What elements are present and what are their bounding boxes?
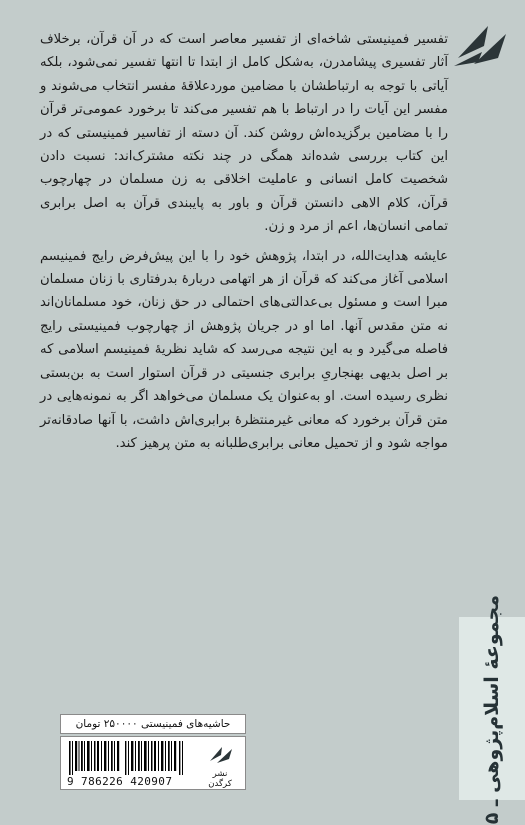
back-cover-blurb [40, 28, 448, 461]
barcode-area [60, 736, 246, 790]
publisher-mark [201, 743, 239, 789]
blurb-paragraph-1: تفسیر فمینیستی شاخه‌ای از تفسیر معاصر است که در آن قرآن، برخلاف آثار تفسیری پیشامدرن، به‌شکل کامل از ابتدا تا انتها تفسیر نمی‌شود، بلکه آیاتی با توجه به ارتباطشان با مضامین موردعلاقهٔ مفسر انتخاب می‌شوند و مفسر این آیات را در ارتباط با هم تفسیر می‌کند تا برخورد عمومی‌تر قرآن را با مضامین برگزیده‌اش روشن کند. آن دسته از تفاسیر فمینیستی که در این کتاب بررسی شده‌اند همگی در چند نکته مشترک‌اند: نسبت دادن شخصیت کامل انسانی و عاملیت اخلاقی به زن مسلمان در چهارچوب قرآن، کلام الاهی دانستن قرآن و باور به پایبندی قرآن به اصل برابری تمامی انسان‌ها، اعم از مرد و زن. [40, 32, 448, 235]
price-sticker: حاشیه‌های فمینیستی ۲۵۰۰۰۰ تومان [60, 714, 246, 734]
series-label: مجموعهٔ اسلام‌پژوهی ـ ۵ [481, 595, 503, 825]
publisher-name: نشر کرگدن [208, 769, 232, 789]
rhino-bird-logo-icon [207, 743, 235, 767]
isbn-number: 9 786226 420907 [67, 775, 173, 788]
barcode-icon [67, 741, 191, 775]
publisher-logo-icon [444, 18, 514, 76]
series-label-container [470, 595, 514, 825]
blurb-paragraph-2: عایشه هدایت‌الله، در ابتدا، پژوهش خود را با این پیش‌فرض رایج فمینیسم اسلامی آغاز می‌کند که قرآن از هر اتهامی دربارهٔ بدرفتاری با زنان مسلمان مبرا است و مسئول بی‌عدالتی‌های احتمالی در حق زنان، خود مسلمانان‌اند نه متن مقدس آنها. اما او در جریان پژوهش از چهارچوب فمینیستی رایج فاصله می‌گیرد و به این نتیجه می‌رسد که شاید نظریهٔ فمینیسم اسلامی که بر اصل بدیهی بهنجاریِ برابری جنسیتی در قرآن استوار است به بن‌بستی نظری رسیده است. او به‌عنوان یک مسلمان می‌خواهد اگر به نمونه‌هایی در متن قرآن برخورد که معانی غیرمنتظرهٔ برابری‌اش داشت، با آنها صادقانه‌تر مواجه شود و از تحمیل معانی برابری‌طلبانه به متن پرهیز کند. [40, 248, 448, 451]
